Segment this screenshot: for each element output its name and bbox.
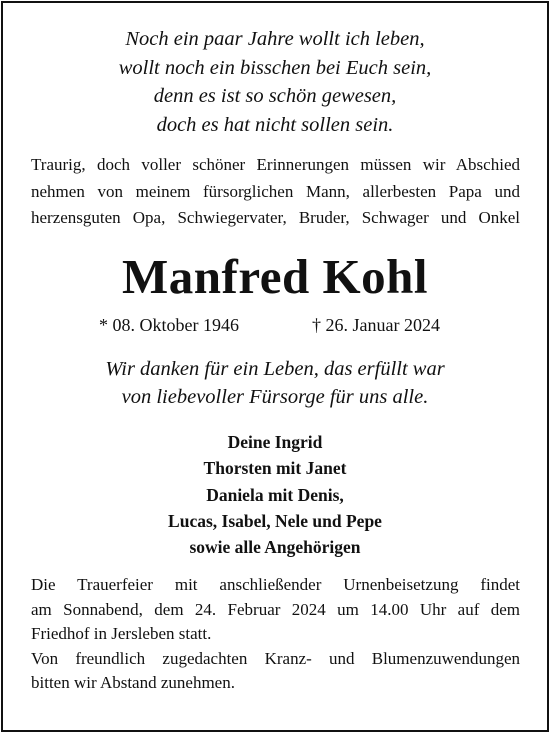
mourner-entry: Daniela mit Denis, — [206, 484, 344, 505]
intro-line: herzensguten Opa, Schwiegervater, Bruder, Schwager und Onkel — [31, 208, 520, 227]
mourner-entry: Lucas, Isabel, Nele und Pepe — [168, 510, 382, 531]
mourner-entry: sowie alle Angehörigen — [189, 537, 361, 558]
mourner-entry: Deine Ingrid — [227, 432, 323, 452]
thanks-verse — [0, 355, 550, 411]
notice-line: bitten wir Abstand zunehmen. — [31, 673, 235, 692]
notice-line: am Sonnabend, dem 24. Februar 2024 um 14.00 Uhr auf dem — [31, 599, 520, 619]
mourner-entry: Thorsten mit Janet — [203, 458, 347, 479]
poem-line: wollt noch ein bisschen bei Euch sein, — [118, 56, 432, 79]
intro-paragraph — [31, 152, 520, 232]
notice-line: Von freundlich zugedachten Kranz- und Blumenzuwendungen — [31, 648, 520, 668]
thanks-line: Wir danken für ein Leben, das erfüllt war — [105, 358, 445, 380]
birth-date: * 08. Oktober 1946 — [99, 315, 239, 335]
notice-line: Die Trauerfeier mit anschließender Urnenbeisetzung findet — [31, 575, 520, 594]
intro-line: Traurig, doch voller schöner Erinnerungen müssen wir Abschied — [31, 155, 520, 174]
poem-line: Noch ein paar Jahre wollt ich leben, — [125, 28, 425, 50]
mourners-list — [0, 429, 550, 560]
thanks-line: von liebevoller Fürsorge für uns alle. — [121, 386, 429, 408]
death-date: † 26. Januar 2024 — [312, 315, 440, 335]
funeral-notice — [31, 573, 520, 696]
deceased-name: Manfred Kohl — [122, 249, 428, 304]
notice-line: Friedhof in Jersleben statt. — [31, 624, 212, 643]
poem-verse — [0, 25, 550, 139]
intro-line: nehmen von meinem fürsorglichen Mann, allerbesten Papa und — [31, 181, 520, 201]
poem-line: doch es hat nicht sollen sein. — [156, 113, 394, 136]
poem-line: denn es ist so schön gewesen, — [153, 85, 397, 107]
